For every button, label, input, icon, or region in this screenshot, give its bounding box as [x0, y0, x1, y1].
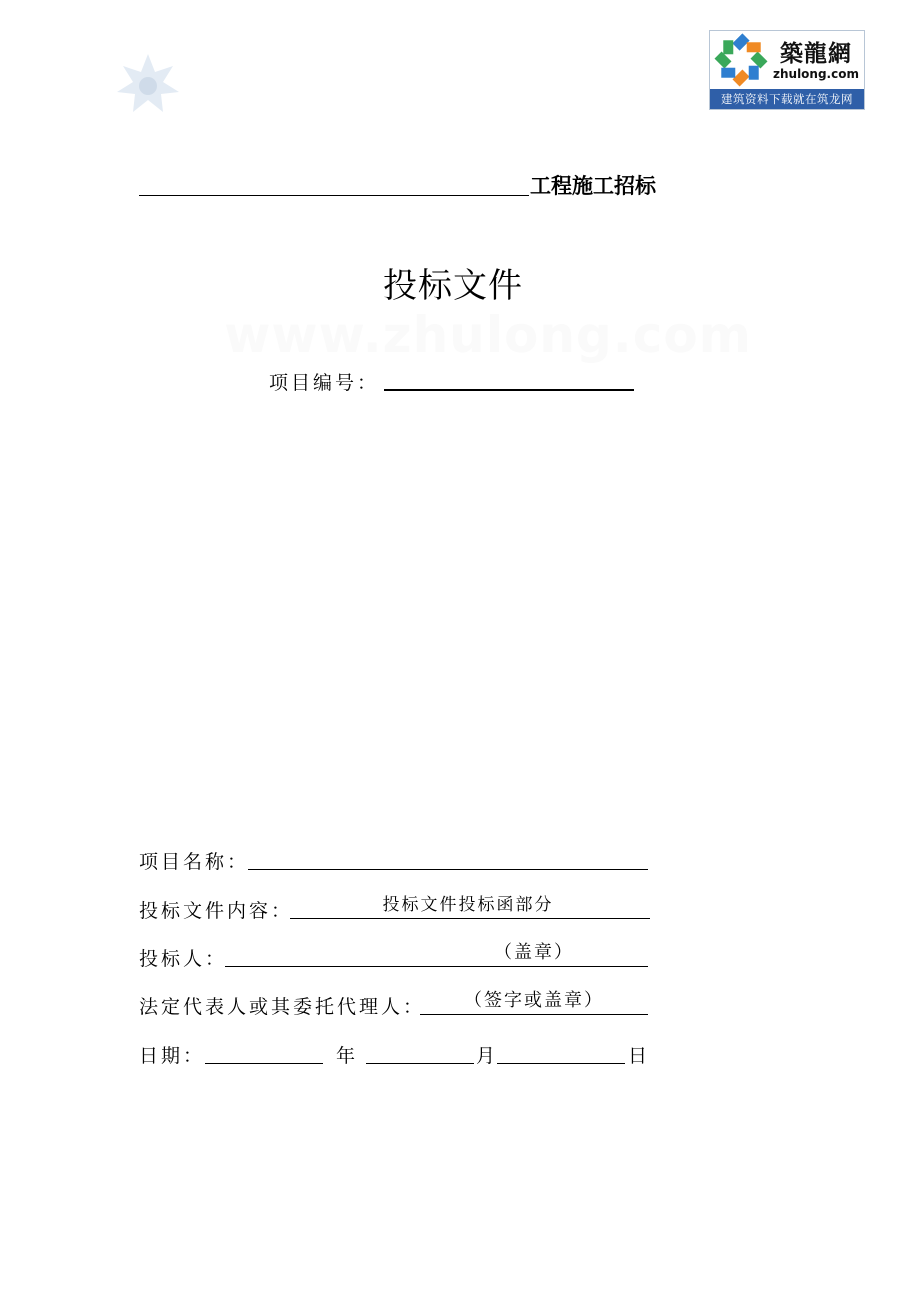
project-type-heading: 工程施工招标: [530, 173, 656, 198]
bid-content-value: 投标文件投标函部分: [382, 895, 554, 915]
project-name-field[interactable]: [248, 845, 648, 870]
logo-name: 築龍網: [780, 40, 852, 67]
document-title: 投标文件: [383, 266, 523, 306]
decorative-emblem-icon: [115, 52, 181, 118]
representative-field[interactable]: [420, 990, 648, 1015]
date-month-field[interactable]: [366, 1039, 474, 1064]
representative-sign-hint: （签字或盖章）: [464, 990, 604, 1011]
bidder-field[interactable]: [225, 942, 648, 967]
date-year-unit: 年: [336, 1045, 359, 1067]
logo-slogan: 建筑资料下载就在筑龙网: [710, 89, 864, 109]
project-name-label: 项目名称：: [139, 851, 250, 873]
representative-label: 法定代表人或其委托代理人：: [139, 996, 426, 1018]
bidder-label: 投标人：: [139, 948, 228, 970]
bidder-seal-hint: （盖章）: [494, 942, 574, 963]
logo-domain: zhulong.com: [773, 67, 859, 81]
zhulong-logo: [709, 30, 865, 110]
project-number-blank-line[interactable]: [384, 389, 634, 391]
project-number-label: 项目编号：: [269, 372, 380, 394]
bid-content-label: 投标文件内容：: [139, 900, 294, 922]
date-day-unit: 日: [628, 1045, 651, 1067]
date-day-field[interactable]: [497, 1039, 625, 1064]
watermark-text: www.zhulong.com: [224, 306, 752, 364]
date-year-field[interactable]: [205, 1039, 323, 1064]
project-name-blank-line[interactable]: [139, 195, 529, 196]
date-label: 日期：: [139, 1045, 206, 1067]
zhulong-flower-logo-icon: [712, 33, 770, 89]
date-month-unit: 月: [476, 1045, 499, 1067]
bid-content-field[interactable]: [290, 894, 650, 919]
